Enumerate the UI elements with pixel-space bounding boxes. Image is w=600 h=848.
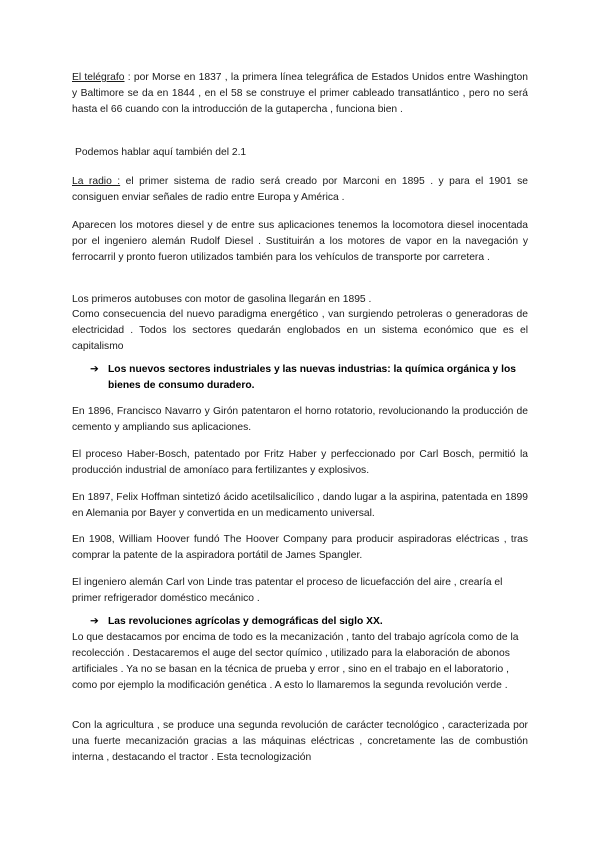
paragraph-agricultura: Con la agricultura , se produce una segunda revolución de carácter tecnológico , caracterizada por una fuerte mecanización gracias a las máquinas eléctricas , concretamente las de combustión interna , destacando el tractor . Esta tecnologización <box>72 720 528 763</box>
paragraph-telegrafo <box>72 70 528 118</box>
heading-text: Las revoluciones agrícolas y demográficas del siglo XX. <box>108 616 383 627</box>
paragraph-radio <box>72 174 528 206</box>
paragraph-horno: En 1896, Francisco Navarro y Girón patentaron el horno rotatorio, revolucionando la producción de cemento y ampliando sus aplicaciones. <box>72 406 528 433</box>
paragraph-autobuses: Los primeros autobuses con motor de gasolina llegarán en 1895 . <box>72 294 372 305</box>
paragraph-linde: El ingeniero alemán Carl von Linde tras patentar el proceso de licuefacción del aire , crearía el primer refrigerador doméstico mecánico . <box>72 577 503 604</box>
paragraph-hoover: En 1908, William Hoover fundó The Hoover Company para producir aspiradoras eléctricas , tras comprar la patente de la aspiradora portátil de James Spangler. <box>72 534 528 561</box>
heading-nuevos-sectores <box>90 362 548 394</box>
heading-text: Los nuevos sectores industriales y las nuevas industrias: la química orgánica y los bienes de consumo duradero. <box>108 364 517 391</box>
term-telegrafo: El telégrafo <box>72 72 125 83</box>
paragraph-podemos: Podemos hablar aquí también del 2.1 <box>75 147 247 158</box>
paragraph-aspirina: En 1897, Felix Hoffman sintetizó ácido acetilsalicílico , dando lugar a la aspirina, patentada en 1899 en Alemania por Bayer y convertida en un medicamento universal. <box>72 492 528 519</box>
paragraph-motores: Aparecen los motores diesel y de entre sus aplicaciones tenemos la locomotora diesel inocentada por el ingeniero alemán Rudolf Diesel . Sustituirán a los motores de vapor en la navegación y ferrocarril y pronto fueron utilizados también para los vehículos de transporte por carretera . <box>72 220 528 263</box>
heading-revoluciones <box>90 614 548 630</box>
arrow-icon: ➔ <box>90 616 99 627</box>
radio-text: el primer sistema de radio será creado por Marconi en 1895 . y para el 1901 se consiguen enviar señales de radio entre Europa y América . <box>72 176 528 203</box>
paragraph-haber: El proceso Haber-Bosch, patentado por Fritz Haber y perfeccionado por Carl Bosch, permitió la producción industrial de amoníaco para fertilizantes y explosivos. <box>72 449 528 476</box>
paragraph-consecuencia: Como consecuencia del nuevo paradigma energético , van surgiendo petroleras o generadoras de electricidad . Todos los sectores quedarán englobados en un sistema económico que es el capitalismo <box>72 309 528 352</box>
term-radio: La radio : <box>72 176 121 187</box>
arrow-icon: ➔ <box>90 364 99 375</box>
paragraph-mecanizacion: Lo que destacamos por encima de todo es la mecanización , tanto del trabajo agrícola como de la recolección . Destacaremos el auge del sector químico , utilizado para la elaboración de abonos artificiales . Ya no se basan en la técnica de prueba y error , sino en el trabajo en el laboratorio , como por ejemplo la modificación genética . A esto lo llamaremos la segunda revolución verde . <box>72 632 519 691</box>
telegrafo-text: : por Morse en 1837 , la primera línea telegráfica de Estados Unidos entre Washington y Baltimore se da en 1844 , en el 58 se construye el primer cableado transatlántico , pero no será hasta el 66 cuando con la introducción de la gutapercha , funciona bien . <box>72 72 528 115</box>
